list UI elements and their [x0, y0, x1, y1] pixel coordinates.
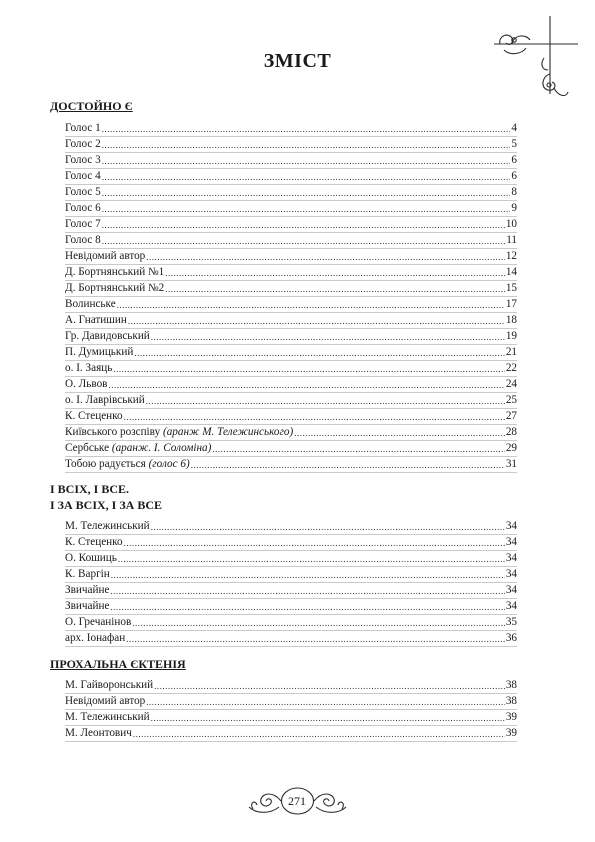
toc-entry-title — [65, 186, 101, 199]
dot-leader — [108, 380, 504, 391]
toc-page-number: 29 — [505, 442, 517, 454]
dot-leader — [118, 554, 505, 565]
toc-page-number: 5 — [511, 138, 517, 150]
toc-entry-title-text: П. Думицький — [65, 346, 134, 358]
toc-entry-title — [65, 378, 107, 391]
dot-leader — [154, 681, 505, 692]
dot-leader — [102, 156, 511, 167]
toc-entry-title-text: о. І. Лаврівський — [65, 394, 145, 406]
toc-entry-title — [65, 695, 145, 708]
toc-page-number: 25 — [505, 394, 517, 406]
toc-entry-title — [65, 410, 123, 423]
toc-entry-title-text: О. Гречанінов — [65, 616, 132, 628]
dot-leader — [102, 204, 511, 215]
toc-entry-title — [65, 122, 101, 135]
toc-entry-title-text: о. І. Заяць — [65, 362, 113, 374]
dot-leader — [212, 444, 504, 455]
dot-leader — [126, 634, 505, 645]
toc-entry[interactable] — [65, 233, 517, 249]
toc-entry[interactable] — [65, 678, 517, 694]
toc-entry-title — [65, 394, 145, 407]
toc-section-list — [65, 121, 517, 473]
toc-entry-note: (голос 6) — [148, 458, 190, 470]
toc-entry-title-text: Голос 7 — [65, 218, 101, 230]
toc-entry[interactable] — [65, 393, 517, 409]
dot-leader — [113, 364, 505, 375]
page-number: 271 — [288, 794, 306, 808]
toc-page-number: 18 — [505, 314, 517, 326]
page-title: ЗМІСТ — [263, 50, 332, 72]
toc-entry-title — [65, 170, 101, 183]
toc-entry-title-text: Звичайне — [65, 600, 110, 612]
toc-entry-title — [65, 154, 101, 167]
toc-page-number: 38 — [505, 695, 517, 707]
toc-page-number: 11 — [506, 234, 517, 246]
toc-entry-title — [65, 282, 164, 295]
toc-entry-title — [65, 426, 293, 439]
toc-page-number: 34 — [505, 600, 517, 612]
dot-leader — [134, 348, 504, 359]
toc-page-number: 27 — [505, 410, 517, 422]
toc-entry[interactable] — [65, 599, 517, 615]
toc-entry-title-text: К. Варгін — [65, 568, 110, 580]
toc-entry-title — [65, 266, 164, 279]
toc-entry[interactable] — [65, 377, 517, 393]
toc-entry[interactable] — [65, 409, 517, 425]
toc-entry-title — [65, 536, 123, 549]
toc-page-number: 4 — [511, 122, 517, 134]
toc-page-number: 34 — [505, 552, 517, 564]
toc-page-number: 17 — [505, 298, 517, 310]
toc-entry[interactable] — [65, 153, 517, 169]
toc-entry[interactable] — [65, 201, 517, 217]
toc-entry-title-text: М. Гайворонський — [65, 679, 154, 691]
toc-entry[interactable] — [65, 551, 517, 567]
toc-entry[interactable] — [65, 535, 517, 551]
dot-leader — [102, 140, 511, 151]
toc-entry-title-text: Д. Бортнянський №2 — [65, 282, 165, 294]
toc-page-number: 15 — [505, 282, 517, 294]
toc-page-number: 34 — [505, 536, 517, 548]
section-heading: І ВСІХ, І ВСЕ. — [50, 482, 130, 496]
toc-entry[interactable] — [65, 329, 517, 345]
toc-entry[interactable] — [65, 265, 517, 281]
toc-entry-title-text: А. Гнатишин — [65, 314, 127, 326]
dot-leader — [132, 618, 505, 629]
toc-entry[interactable] — [65, 345, 517, 361]
toc-entry-title-text: Київського розспіву — [65, 426, 163, 438]
toc-entry-title-text: Голос 5 — [65, 186, 101, 198]
toc-entry-title — [65, 568, 110, 581]
toc-entry-title-text: Д. Бортнянський №1 — [65, 266, 165, 278]
toc-entry[interactable] — [65, 217, 517, 233]
toc-page-number: 6 — [511, 170, 517, 182]
toc-page-number: 22 — [505, 362, 517, 374]
toc-entry-title-text: К. Стеценко — [65, 536, 123, 548]
toc-entry-title — [65, 727, 132, 740]
dot-leader — [165, 284, 505, 295]
toc-entry-title-text: Голос 8 — [65, 234, 101, 246]
toc-entry-title — [65, 314, 127, 327]
toc-entry-title-text: М. Тележинський — [65, 520, 150, 532]
toc-entry-title-text: Голос 4 — [65, 170, 101, 182]
toc-entry-title — [65, 234, 101, 247]
toc-entry[interactable] — [65, 694, 517, 710]
toc-entry-title-text: Волинське — [65, 298, 116, 310]
toc-entry[interactable] — [65, 710, 517, 726]
dot-leader — [102, 220, 505, 231]
toc-entry-title — [65, 679, 153, 692]
dot-leader — [133, 729, 505, 740]
dot-leader — [102, 188, 511, 199]
toc-entry[interactable] — [65, 567, 517, 583]
toc-entry-title-text: К. Стеценко — [65, 410, 123, 422]
toc-entry-title — [65, 600, 109, 613]
toc-entry-title-text: Гр. Давидовський — [65, 330, 150, 342]
toc-entry[interactable] — [65, 169, 517, 185]
section-heading: І ЗА ВСІХ, І ЗА ВСЕ — [50, 498, 163, 512]
toc-entry[interactable] — [65, 457, 517, 473]
toc-page-number: 35 — [505, 616, 517, 628]
toc-page-number: 12 — [505, 250, 517, 262]
dot-leader — [146, 697, 505, 708]
dot-leader — [102, 236, 505, 247]
toc-page-number: 24 — [505, 378, 517, 390]
toc-page-number: 8 — [511, 186, 517, 198]
toc-entry-title-text: Голос 1 — [65, 122, 101, 134]
dot-leader — [124, 412, 505, 423]
toc-page-number: 34 — [505, 568, 517, 580]
toc-page-number: 36 — [505, 632, 517, 644]
toc-entry-title — [65, 250, 145, 263]
toc-entry-title — [65, 458, 190, 471]
toc-entry-title-text: Голос 2 — [65, 138, 101, 150]
toc-entry[interactable] — [65, 726, 517, 742]
dot-leader — [102, 172, 511, 183]
dot-leader — [191, 460, 505, 471]
toc-page-number: 39 — [505, 711, 517, 723]
toc-page-number: 28 — [505, 426, 517, 438]
toc-entry-title-text: Звичайне — [65, 584, 110, 596]
toc-entry[interactable] — [65, 281, 517, 297]
toc-entry-title — [65, 346, 133, 359]
toc-entry-title — [65, 616, 131, 629]
toc-entry-title-text: О. Кошиць — [65, 552, 117, 564]
toc-page-number: 38 — [505, 679, 517, 691]
section-heading: ДОСТОЙНО Є — [50, 99, 133, 113]
toc-page-number: 14 — [505, 266, 517, 278]
dot-leader — [151, 522, 505, 533]
dot-leader — [146, 396, 505, 407]
dot-leader — [110, 602, 504, 613]
toc-entry-title-text: М. Леонтович — [65, 727, 132, 739]
toc-entry-title-text: Голос 3 — [65, 154, 101, 166]
toc-entry-title-text: М. Тележинський — [65, 711, 150, 723]
toc-entry[interactable] — [65, 313, 517, 329]
toc-entry[interactable] — [65, 519, 517, 535]
toc-entry[interactable] — [65, 121, 517, 137]
toc-entry[interactable] — [65, 297, 517, 313]
toc-page-number: 31 — [505, 458, 517, 470]
dot-leader — [102, 124, 511, 135]
toc-entry[interactable] — [65, 631, 517, 647]
dot-leader — [111, 570, 505, 581]
toc-entry-title — [65, 298, 116, 311]
toc-entry-title-text: Сербське — [65, 442, 112, 454]
toc-page-number: 34 — [505, 584, 517, 596]
toc-section-list — [65, 519, 517, 647]
toc-page-number: 34 — [505, 520, 517, 532]
toc-entry-title-text: Невідомий автор — [65, 695, 146, 707]
toc-entry[interactable] — [65, 583, 517, 599]
dot-leader — [294, 428, 505, 439]
toc-page-number: 6 — [511, 154, 517, 166]
section-heading: ПРОХАЛЬНА ЄКТЕНІЯ — [50, 657, 186, 671]
toc-entry[interactable] — [65, 185, 517, 201]
toc-entry-title-text: Тобою радується — [65, 458, 149, 470]
toc-section-list — [65, 678, 517, 742]
toc-page-number: 10 — [505, 218, 517, 230]
toc-page-number: 39 — [505, 727, 517, 739]
toc-entry-title-text: Голос 6 — [65, 202, 101, 214]
toc-entry[interactable] — [65, 249, 517, 265]
toc-page-number: 9 — [511, 202, 517, 214]
toc-entry-title — [65, 711, 150, 724]
toc-entry-title-text: арх. Іонафан — [65, 632, 126, 644]
dot-leader — [128, 316, 505, 327]
toc-entry-title-text: Невідомий автор — [65, 250, 146, 262]
toc-entry-title — [65, 632, 125, 645]
toc-entry[interactable] — [65, 441, 517, 457]
toc-entry-title — [65, 218, 101, 231]
toc-page-number: 19 — [505, 330, 517, 342]
toc-entry-title — [65, 362, 112, 375]
dot-leader — [146, 252, 505, 263]
dot-leader — [117, 300, 505, 311]
toc-entry-title — [65, 442, 211, 455]
toc-page-number: 21 — [505, 346, 517, 358]
dot-leader — [151, 713, 505, 724]
toc-entry-title-text: О. Львов — [65, 378, 108, 390]
dot-leader — [110, 586, 504, 597]
toc-entry-title — [65, 520, 150, 533]
toc-entry-title — [65, 138, 101, 151]
toc-entry-title — [65, 552, 117, 565]
dot-leader — [124, 538, 505, 549]
toc-entry-note: (аранж. І. Соломіна) — [111, 442, 212, 454]
toc-entry[interactable] — [65, 615, 517, 631]
toc-entry-title — [65, 330, 150, 343]
dot-leader — [165, 268, 505, 279]
toc-entry[interactable] — [65, 137, 517, 153]
toc-entry-title — [65, 202, 101, 215]
toc-entry[interactable] — [65, 361, 517, 377]
toc-entry[interactable] — [65, 425, 517, 441]
dot-leader — [151, 332, 505, 343]
toc-entry-note: (аранж М. Тележинського) — [162, 426, 294, 438]
toc-entry-title — [65, 584, 109, 597]
